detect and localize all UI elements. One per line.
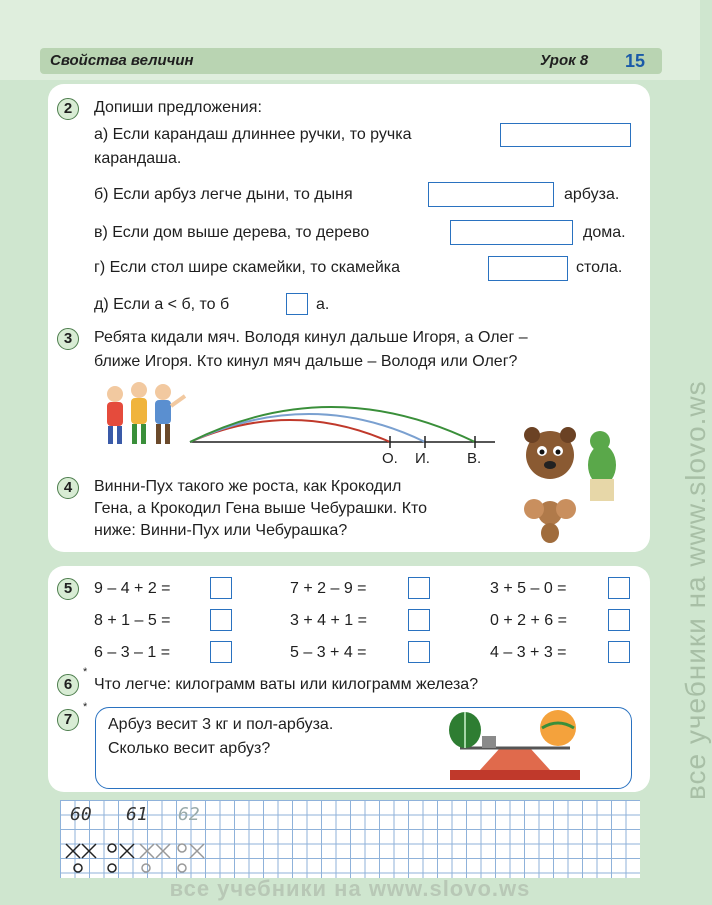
vertical-watermark-text: все учебники на www.slovo.ws [680,380,711,800]
cheburashka-body [541,523,559,543]
copy-digit-62: 62 [178,804,200,825]
task-2a-text: а) Если карандаш длиннее ручки, то ручка [94,126,412,143]
task-4-line-2: Гена, а Крокодил Гена выше Чебурашки. Кто [94,500,428,517]
child-body-1 [107,402,123,426]
expr-r2-c1: 8 + 1 – 5 = [94,612,171,629]
task-4-number: 4 [57,477,79,499]
bottom-watermark: все учебники на www.slovo.ws [169,876,531,901]
task-2e-answer-box[interactable] [286,293,308,315]
throw-diagram [190,390,500,450]
task-2b-tail: арбуза. [564,186,620,203]
task-2d-answer-box[interactable] [488,256,568,281]
answer-r1-c2[interactable] [408,577,430,599]
task-4-line-3: ниже: Винни-Пух или Чебурашка? [94,522,348,539]
child-body-3 [155,400,171,424]
expr-r1-c3: 3 + 5 – 0 = [490,580,567,597]
answer-r2-c3[interactable] [608,609,630,631]
weight [482,736,496,748]
answer-r2-c2[interactable] [408,609,430,631]
task-3-number: 3 [57,328,79,350]
task-6-number: 6 [57,674,79,696]
child-head-3 [155,384,171,400]
task-2c-text: в) Если дом выше дерева, то дерево [94,224,370,241]
answer-r1-c1[interactable] [210,577,232,599]
task-2a-text-2: карандаша. [94,150,182,167]
expr-r2-c3: 0 + 2 + 6 = [490,612,567,629]
vertical-watermark [660,120,711,800]
answer-r2-c1[interactable] [210,609,232,631]
child-head-2 [131,382,147,398]
task-2c-answer-box[interactable] [450,220,573,245]
half-watermelon [540,710,576,746]
answer-r3-c1[interactable] [210,641,232,663]
task-2d-tail: стола. [576,259,623,276]
task-3-line-1: Ребята кидали мяч. Володя кинул дальше Игоря, а Олег – [94,329,528,346]
expr-r2-c2: 3 + 4 + 1 = [290,612,367,629]
olga-arc [190,420,390,442]
expr-r1-c2: 7 + 2 – 9 = [290,580,367,597]
expr-r3-c2: 5 – 3 + 4 = [290,644,367,661]
task-6-star: * [83,666,88,678]
child-head-1 [107,386,123,402]
task-2e-text: д) Если а < б, то б [94,296,230,313]
child-body-2 [131,398,147,424]
mark-volodya: В. [467,450,482,467]
answer-r1-c3[interactable] [608,577,630,599]
task-3-line-2: ближе Игоря. Кто кинул мяч дальше – Володя или Олег? [94,353,518,370]
scales-illustration [440,712,600,784]
answer-r3-c2[interactable] [408,641,430,663]
task-2b-text: б) Если арбуз легче дыни, то дыня [94,186,353,203]
task-2a-answer-box[interactable] [500,123,631,147]
section-title: Свойства величин [50,52,194,69]
task-2-prompt: Допиши предложения: [94,99,262,116]
task-5-number: 5 [57,578,79,600]
task-2b-answer-box[interactable] [428,182,554,207]
task-2c-tail: дома. [583,224,626,241]
copy-digit-60: 60 [70,804,92,825]
task-7-number: 7 [57,709,79,731]
task-2-number: 2 [57,98,79,120]
mark-igor: И. [415,450,430,467]
answer-r3-c3[interactable] [608,641,630,663]
scale-body [480,748,550,770]
task-2d-text: г) Если стол шире скамейки, то скамейка [94,259,401,276]
page-number: 15 [625,51,646,71]
task-4-line-1: Винни-Пух такого же роста, как Крокодил [94,478,402,495]
expr-r3-c3: 4 – 3 + 3 = [490,644,567,661]
characters-illustration [520,425,640,545]
task-7-star: * [83,701,88,713]
expr-r3-c1: 6 – 3 – 1 = [94,644,171,661]
mark-olga: О. [382,450,398,467]
task-7-line-2: Сколько весит арбуз? [108,740,271,757]
expr-r1-c1: 9 – 4 + 2 = [94,580,171,597]
copy-digit-61: 61 [126,804,148,825]
task-6-text: Что легче: килограмм ваты или килограмм железа? [94,676,479,693]
gena-coat [590,479,614,501]
children-illustration [95,380,185,448]
task-7-line-1: Арбуз весит 3 кг и пол-арбуза. [108,716,334,733]
task-2e-tail: а. [316,296,330,313]
lesson-label: Урок 8 [540,52,589,69]
scale-base [450,770,580,780]
gena-head [590,431,610,451]
copybook-pattern [64,840,214,876]
